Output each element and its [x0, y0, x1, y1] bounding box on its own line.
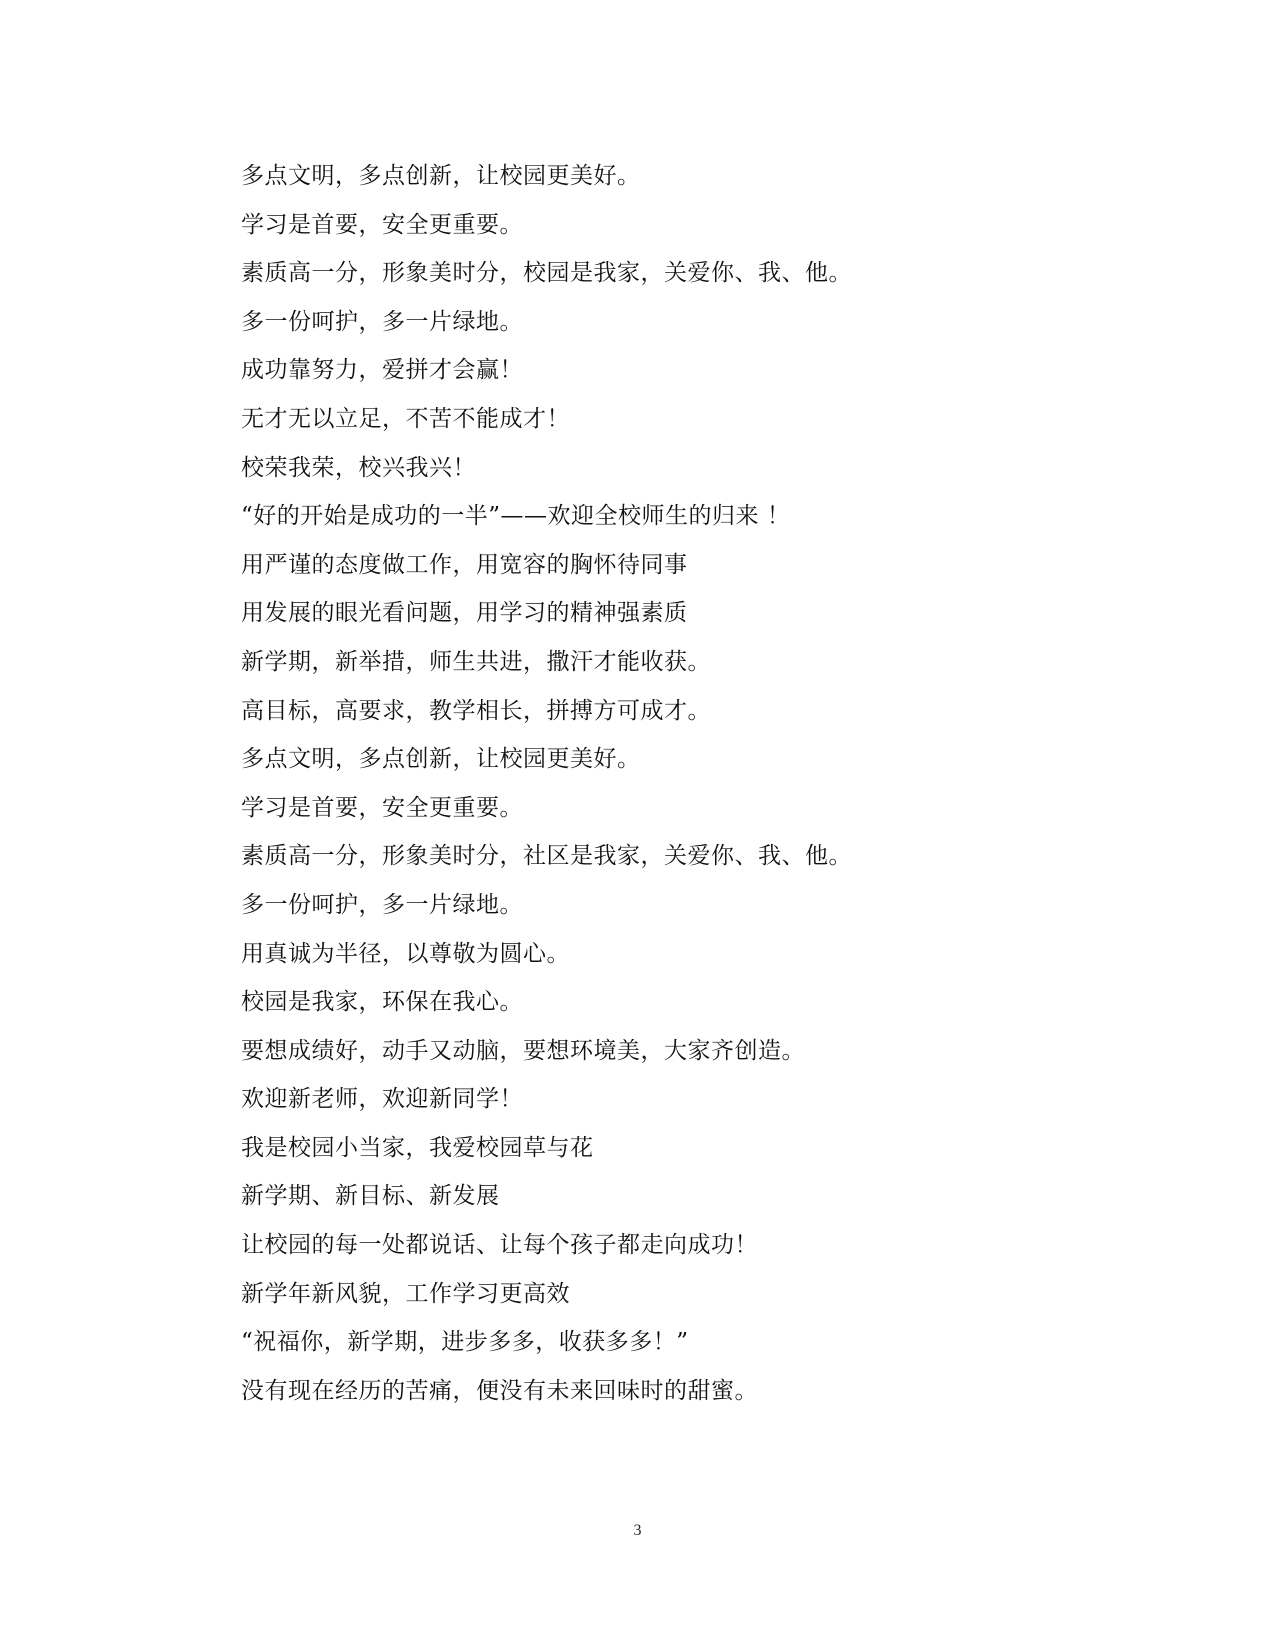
text-line: 素质高一分，形象美时分，社区是我家，关爱你、我、他。	[241, 843, 852, 870]
text-line: “好的开始是成功的一半”——欢迎全校师生的归来 ！	[241, 503, 791, 530]
text-line: 学习是首要，安全更重要。	[241, 794, 523, 821]
text-line: 多一份呵护，多一片绿地。	[241, 891, 523, 918]
text-line: 用真诚为半径，以尊敬为圆心。	[241, 940, 570, 967]
text-line: 我是校园小当家，我爱校园草与花	[241, 1134, 594, 1161]
text-line: 新学年新风貌，工作学习更高效	[241, 1280, 570, 1307]
text-line: 校荣我荣，校兴我兴！	[241, 454, 476, 481]
text-line: 多点文明，多点创新，让校园更美好。	[241, 746, 641, 773]
text-line: 多一份呵护，多一片绿地。	[241, 308, 523, 335]
text-line: 没有现在经历的苦痛，便没有未来回味时的甜蜜。	[241, 1377, 758, 1404]
text-line: 欢迎新老师，欢迎新同学！	[241, 1086, 523, 1113]
text-line: 学习是首要，安全更重要。	[241, 211, 523, 238]
text-line: 新学期、新目标、新发展	[241, 1183, 500, 1210]
page-number: 3	[633, 1522, 642, 1539]
text-line: 让校园的每一处都说话、让每个孩子都走向成功！	[241, 1232, 758, 1259]
text-line: 高目标，高要求，教学相长，拼搏方可成才。	[241, 697, 711, 724]
text-line: “祝福你，新学期，进步多多，收获多多！”	[241, 1329, 689, 1356]
text-line: 素质高一分，形象美时分，校园是我家，关爱你、我、他。	[241, 260, 852, 287]
text-line: 多点文明，多点创新，让校园更美好。	[241, 163, 641, 189]
text-line: 用发展的眼光看问题，用学习的精神强素质	[241, 600, 688, 627]
text-line: 校园是我家，环保在我心。	[241, 989, 523, 1016]
text-line: 要想成绩好，动手又动脑，要想环境美，大家齐创造。	[241, 1037, 805, 1064]
slogan-list	[241, 152, 1141, 1415]
text-line: 新学期，新举措，师生共进，撒汗才能收获。	[241, 648, 711, 675]
text-line: 用严谨的态度做工作，用宽容的胸怀待同事	[241, 551, 688, 578]
text-line: 成功靠努力，爱拼才会赢！	[241, 357, 523, 384]
text-line: 无才无以立足，不苦不能成才！	[241, 405, 570, 432]
